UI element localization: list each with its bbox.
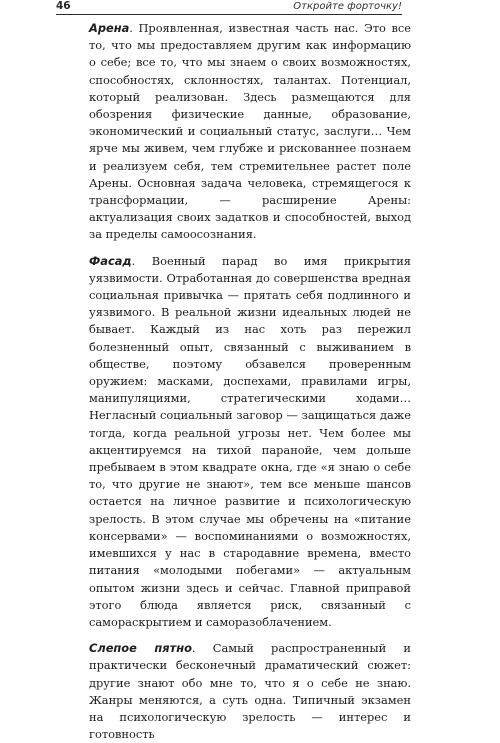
paragraph-blind-spot xyxy=(89,640,411,743)
term-blind-spot: Слепое пятно xyxy=(89,641,192,656)
paragraph-text: . Самый распространенный и практически бесконечный драматический сюжет: другие знают обо мне то, что я о себе не знаю. Жанры меняются, а суть одна. Типичный экзамен на психологическую зрелость — интерес и готовность xyxy=(89,641,412,742)
running-title: Откройте форточку! xyxy=(293,1,402,12)
paragraph-facade xyxy=(89,253,411,631)
page-header xyxy=(56,0,402,15)
term-facade: Фасад xyxy=(89,253,132,268)
paragraph-text: . Проявленная, известная часть нас. Это все то, что мы предоставляем другим как информацию о себе; все то, что мы знаем о своих возможностях, способностях, склонностях, талантах. Потенциал, который реализован. Здесь размещаются для обозрения физические данные, образование, экономический и социальный статус, заслуги… Чем ярче мы живем, чем глубже и рискованнее познаем и реализуем себя, тем стремительнее растет поле Арены. Основная задача человека, стремящегося к трансформации, — расширение Арены: актуализация своих задатков и способностей, выход за пределы самоосознания. xyxy=(89,21,411,242)
paragraph-arena xyxy=(89,20,411,244)
term-arena: Арена xyxy=(89,21,130,35)
paragraph-text: . Военный парад во имя прикрытия уязвимости. Отработанная до совершенства вредная социальная привычка — прятать себя подлинного и уязвимого. В реальной жизни идеальных людей не бывает. Каждый из нас хоть раз пережил болезненный опыт, связанный с выживанием в обществе, поэтому обзавелся проверенным оружием: масками, доспехами, правилами игры, манипуляциями, стратегическими ходами… Негласный социальный заговор — защищаться даже тогда, когда реальной угрозы нет. Чем более мы акцентируемся на тихой паранойе, чем дольше пребываем в этом квадрате окна, где «я знаю о себе то, что другие не знают», тем все меньше шансов остается на личное развитие и психологическую зрелость. В этом случае мы обречены на «питание консервами» — воспоминаниями о возможностях, имевшихся у нас в стародавние времена, вместо питания «молодыми побегами» — актуальным опытом жизни здесь и сейчас. Главной приправой этого блюда является риск, связанный с самораскрытием и саморазоблачением. xyxy=(89,253,411,629)
body-text xyxy=(89,20,411,743)
page-number: 46 xyxy=(56,0,71,12)
